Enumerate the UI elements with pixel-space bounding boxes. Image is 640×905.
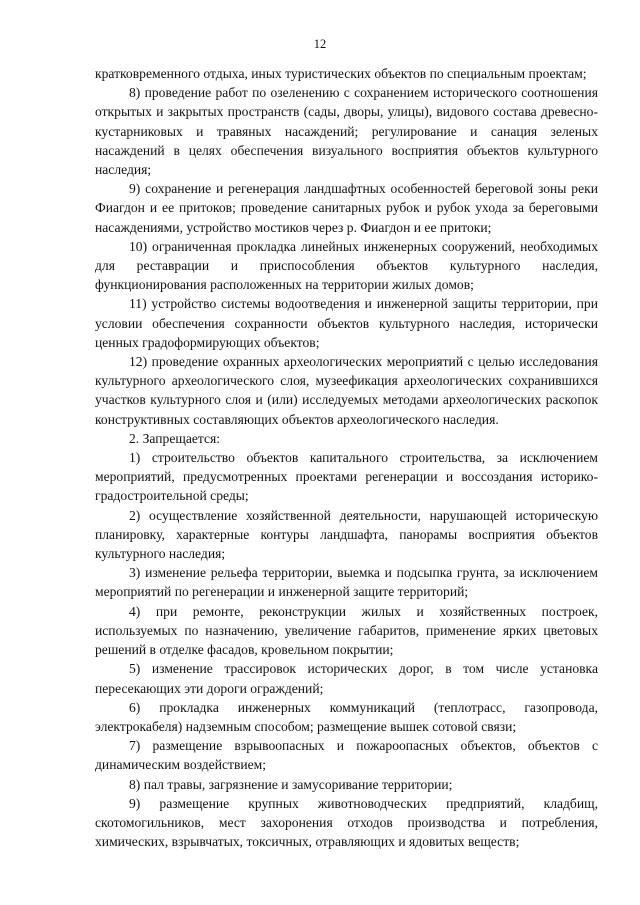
paragraph: 4) при ремонте, реконструкции жилых и хозяйственных построек, используемых по назначению, увеличение габаритов, применение ярких цветовых решений в отделке фасадов, кровельном покрытии; (95, 603, 598, 658)
paragraph: 8) проведение работ по озеленению с сохранением исторического соотношения открытых и закрытых пространств (сады, дворы, улицы), видового состава древесно-кустарниковых и травяных насаждений; регулирование и санация зеленых насаждений в целях обеспечения визуального восприятия объектов культурного наследия; (95, 85, 598, 178)
paragraph: 8) пал травы, загрязнение и замусоривание территории; (129, 776, 453, 792)
paragraph: 2. Запрещается: (129, 430, 221, 446)
paragraph: 10) ограниченная прокладка линейных инженерных сооружений, необходимых для реставрации и приспособления объектов культурного наследия, функционирования расположенных на территории жилых домов; (95, 238, 598, 293)
paragraph: 1) строительство объектов капитального строительства, за исключением мероприятий, предусмотренных проектами регенерации и воссоздания историко-градостроительной среды; (95, 450, 598, 504)
paragraph: кратковременного отдыха, иных туристических объектов по специальным проектам; (95, 66, 587, 81)
paragraph: 7) размещение взрывоопасных и пожароопасных объектов, объектов с динамическим воздействием; (95, 738, 598, 773)
paragraph: 2) осуществление хозяйственной деятельности, нарушающей историческую планировку, характерные контуры ландшафта, панорамы восприятия объектов культурного наследия; (95, 507, 598, 562)
paragraph: 3) изменение рельефа территории, выемка и подсыпка грунта, за исключением мероприятий по регенерации и инженерной защите территорий; (95, 565, 598, 600)
paragraph: 5) изменение трассировок исторических дорог, в том числе установка пересекающих эти дороги ограждений; (95, 661, 598, 696)
paragraph: 12) проведение охранных археологических мероприятий с целью исследования культурного археологического слоя, музеефикация археологических сохранившихся участков культурного слоя и (или) исследуемых методами археологических раскопок конструктивных составляющих объектов археологического наследия. (95, 354, 598, 427)
paragraph: 9) размещение крупных животноводческих предприятий, кладбищ, скотомогильников, мест захоронения отходов производства и потребления, химических, взрывчатых, токсичных, отравляющих и ядовитых веществ; (95, 795, 598, 850)
paragraph: 6) прокладка инженерных коммуникаций (теплотрасс, газопровода, электрокабеля) надземным способом; размещение вышек сотовой связи; (95, 699, 598, 734)
paragraph: 9) сохранение и регенерация ландшафтных особенностей береговой зоны реки Фиагдон и ее притоков; проведение санитарных рубок и рубок ухода за береговыми насаждениями, устройство мостиков через р. Фиагдон и ее притоки; (95, 181, 598, 235)
page-number: 12 (313, 37, 327, 51)
paragraph: 11) устройство системы водоотведения и инженерной защиты территории, при условии обеспечения сохранности объектов культурного наследия, исторически ценных градоформирующих объектов; (95, 296, 598, 350)
document-body (95, 64, 598, 851)
